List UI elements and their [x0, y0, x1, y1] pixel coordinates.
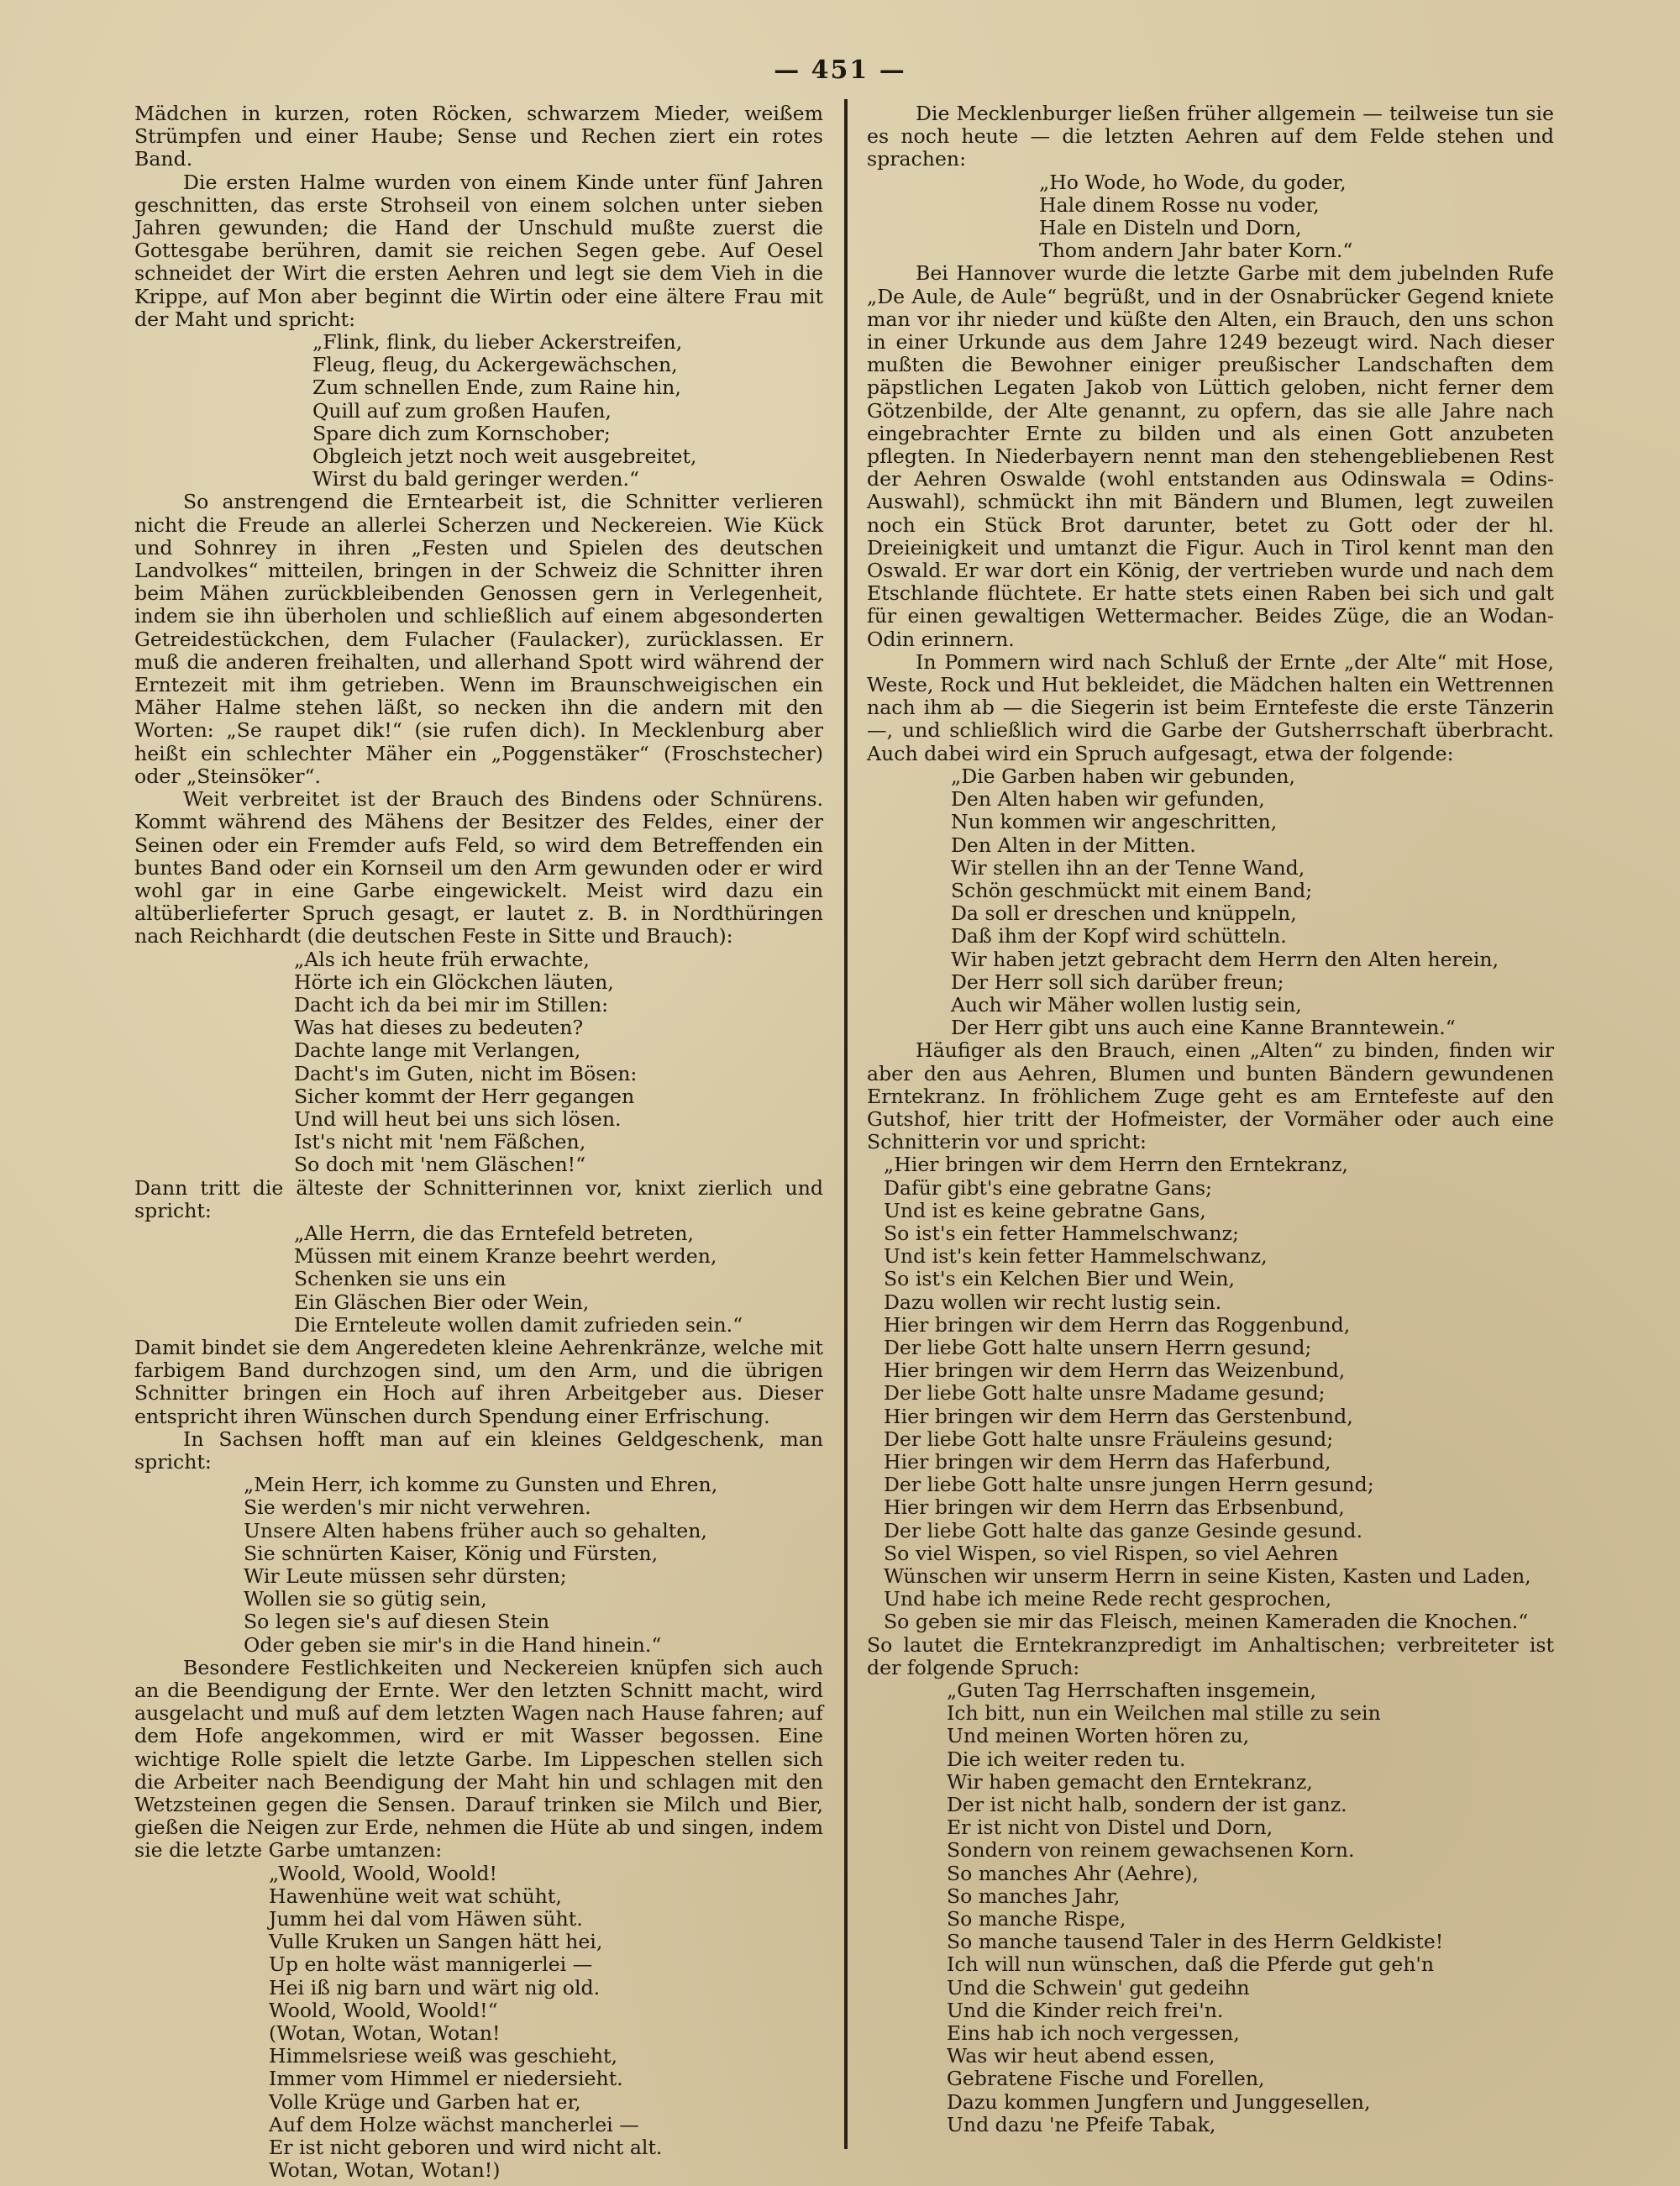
verse-line: Hier bringen wir dem Herrn das Gerstenbund,	[884, 1404, 1353, 1428]
verse-line: Hier bringen wir dem Herrn das Erbsenbund,	[884, 1495, 1345, 1520]
verse-line: Da soll er dreschen und knüppeln,	[951, 901, 1297, 926]
verse-line: Quill auf zum großen Haufen,	[312, 398, 612, 423]
verse-line: Der Herr soll sich darüber freun;	[951, 970, 1284, 994]
verse-line: Hier bringen wir dem Herrn das Roggenbund,	[884, 1312, 1351, 1337]
verse-line: Und ist es keine gebratne Gans,	[884, 1198, 1206, 1222]
paragraph: Mädchen in kurzen, roten Röcken, schwarzem Mieder, weißem Strümpfen und einer Haube; Sense und Rechen ziert ein rotes Band.	[134, 102, 823, 171]
paragraph: In Sachsen hofft man auf ein kleines Geldgeschenk, man spricht:	[134, 1427, 823, 1474]
paragraph: Bei Hannover wurde die letzte Garbe mit dem jubelnden Rufe „De Aule, de Aule“ begrüßt, und in der Osnabrücker Gegend kniete man vor ihr nieder und küßte den Alten, ein Brauch, den uns schon in einer Urkunde aus dem Jahre 1249 bezeugt wird. Nach dieser mußten die Bewohner einiger preußischer Landschaften dem päpstlichen Legaten Jakob von Lüttich geloben, nicht ferner dem Götzenbilde, der Alte genannt, zu opfern, das sie alle Jahre nach eingebrachter Ernte zu bilden und als einen Gott anzubeten pflegten. In Niederbayern nennt man den stehengebliebenen Rest der Aehren Oswalde (wohl entstanden aus Odinswala = Odins-Auswahl), schmückt ihn mit Bändern und Blumen, legt zuweilen noch ein Stück Brot darunter, betet zu Gott oder der hl. Dreieinigkeit und umtanzt die Figur. Auch in Tirol kennt man den Oswald. Er war dort ein König, der vertrieben wurde und nach dem Etschlande flüchtete. Er hatte stets einen Raben bei sich und galt für einen gewaltigen Wettermacher. Beides Züge, die an Wodan-Odin erinnern.	[867, 261, 1554, 651]
verse-block	[867, 171, 1554, 263]
verse-line: Die ich weiter reden tu.	[947, 1747, 1186, 1771]
verse-block	[134, 1863, 823, 2183]
verse-line: Up en holte wäst mannigerlei —	[269, 1952, 593, 1977]
verse-line: Und habe ich meine Rede recht gesprochen,	[884, 1587, 1332, 1611]
verse-line: Der liebe Gott halte unsre Fräuleins gesund;	[884, 1427, 1334, 1451]
paragraph: Dann tritt die älteste der Schnitterinnen vor, knixt zierlich und spricht:	[134, 1175, 823, 1222]
verse-line: Und ist's kein fetter Hammelschwanz,	[884, 1244, 1268, 1269]
verse-line: Dafür gibt's eine gebratne Gans;	[884, 1175, 1213, 1200]
verse-line: Jumm hei dal vom Häwen süht.	[269, 1907, 583, 1931]
verse-line: „Woold, Woold, Woold!	[269, 1861, 497, 1885]
verse-line: Und die Kinder reich frei'n.	[947, 1998, 1224, 2022]
verse-line: Himmelsriese weiß was geschieht,	[269, 2044, 617, 2068]
verse-line: Was wir heut abend essen,	[947, 2044, 1215, 2068]
verse-line: Obgleich jetzt noch weit ausgebreitet,	[312, 444, 697, 469]
verse-line: Sie werden's mir nicht verwehren.	[244, 1495, 591, 1520]
verse-line: „Guten Tag Herrschaften insgemein,	[947, 1679, 1317, 1703]
verse-line: Der liebe Gott halte das ganze Gesinde gesund.	[884, 1518, 1362, 1542]
verse-line: Wir haben jetzt gebracht dem Herrn den Alten herein,	[951, 947, 1499, 971]
verse-block	[867, 1679, 1554, 2136]
verse-line: Müssen mit einem Kranze beehrt werden,	[294, 1244, 717, 1269]
verse-line: Wir stellen ihn an der Tenne Wand,	[951, 855, 1305, 880]
verse-block	[134, 948, 823, 1177]
page-number: — 451 —	[774, 55, 906, 85]
verse-line: Und die Schwein' gut gedeihn	[947, 1975, 1250, 1999]
verse-line: Schön geschmückt mit einem Band;	[951, 878, 1313, 902]
verse-line: Wirst du bald geringer werden.“	[312, 467, 640, 491]
verse-line: Die Ernteleute wollen damit zufrieden sein.“	[294, 1312, 743, 1337]
verse-line: Vulle Kruken un Sangen hätt hei,	[269, 1930, 603, 1954]
verse-line: Der liebe Gott halte unsern Herrn gesund;	[884, 1335, 1312, 1359]
verse-line: Hier bringen wir dem Herrn das Haferbund,	[884, 1449, 1331, 1474]
verse-line: Der liebe Gott halte unsre jungen Herrn gesund;	[884, 1473, 1374, 1497]
verse-line: Eins hab ich noch vergessen,	[947, 2021, 1240, 2046]
verse-line: Zum schnellen Ende, zum Raine hin,	[312, 376, 681, 400]
paragraph: Die Mecklenburger ließen früher allgemein — teilweise tun sie es noch heute — die letzten Aehren auf dem Felde stehen und sprachen:	[867, 102, 1554, 171]
paragraph: So lautet die Erntekranzpredigt im Anhaltischen; verbreiteter ist der folgende Spruch:	[867, 1632, 1554, 1679]
verse-line: „Ho Wode, ho Wode, du goder,	[1039, 170, 1347, 194]
verse-line: Auch wir Mäher wollen lustig sein,	[951, 992, 1302, 1017]
verse-line: Sicher kommt der Herr gegangen	[294, 1084, 635, 1108]
verse-block	[134, 1474, 823, 1657]
verse-line: „Mein Herr, ich komme zu Gunsten und Ehren,	[244, 1473, 718, 1497]
verse-line: Sie schnürten Kaiser, König und Fürsten,	[244, 1541, 659, 1565]
verse-line: Daß ihm der Kopf wird schütteln.	[951, 924, 1287, 948]
verse-line: Unsere Alten habens früher auch so gehalten,	[244, 1518, 707, 1542]
verse-line: Dazu wollen wir recht lustig sein.	[884, 1290, 1222, 1314]
paragraph: Die ersten Halme wurden von einem Kinde unter fünf Jahren geschnitten, das erste Strohseil von einem solchen unter sieben Jahren gewunden; die Hand der Unschuld mußte zuerst die Gottesgabe berühren, damit sie reichen Segen gebe. Auf Oesel schneidet der Wirt die ersten Aehren und legt sie dem Vieh in die Krippe, auf Mon aber beginnt die Wirtin oder eine ältere Frau mit der Maht und spricht:	[134, 170, 823, 331]
verse-line: So viel Wispen, so viel Rispen, so viel Aehren	[884, 1541, 1339, 1565]
verse-line: Den Alten in der Mitten.	[951, 833, 1196, 857]
verse-line: So manche tausend Taler in des Herrn Geldkiste!	[947, 1930, 1444, 1954]
verse-line: Und meinen Worten hören zu,	[947, 1724, 1250, 1748]
verse-line: Volle Krüge und Garben hat er,	[269, 2089, 581, 2114]
verse-line: Dacht ich da bei mir im Stillen:	[294, 992, 609, 1017]
verse-line: (Wotan, Wotan, Wotan!	[269, 2021, 501, 2046]
verse-line: Wir haben gemacht den Erntekranz,	[947, 1769, 1313, 1794]
paragraph: Häufiger als den Brauch, einen „Alten“ zu binden, finden wir aber den aus Aehren, Blumen und bunten Bändern gewundenen Erntekranz. In fröhlichem Zuge geht es am Erntefeste auf den Gutshof, hier tritt der Hofmeister, der Vormäher oder auch eine Schnitterin vor und spricht:	[867, 1038, 1554, 1154]
verse-line: Nun kommen wir angeschritten,	[951, 810, 1278, 834]
verse-block	[134, 1222, 823, 1337]
paragraph: In Pommern wird nach Schluß der Ernte „der Alte“ mit Hose, Weste, Rock und Hut bekleidet, die Mädchen halten ein Wettrennen nach ihm ab — die Siegerin ist beim Erntefeste die erste Tänzerin —, und schließlich wird die Garbe der Gutsherrschaft überbracht. Auch dabei wird ein Spruch aufgesagt, etwa der folgende:	[867, 649, 1554, 765]
verse-line: Ein Gläschen Bier oder Wein,	[294, 1290, 590, 1314]
verse-line: Was hat dieses zu bedeuten?	[294, 1016, 584, 1040]
verse-line: Hörte ich ein Glöckchen läuten,	[294, 970, 614, 994]
verse-line: Dacht's im Guten, nicht im Bösen:	[294, 1061, 638, 1085]
verse-line: Und dazu 'ne Pfeife Tabak,	[947, 2112, 1216, 2136]
verse-line: So manche Rispe,	[947, 1907, 1126, 1931]
verse-line: So manches Jahr,	[947, 1884, 1121, 1908]
verse-line: So manches Ahr (Aehre),	[947, 1861, 1199, 1885]
verse-line: Er ist nicht von Distel und Dorn,	[947, 1816, 1273, 1840]
verse-line: Hier bringen wir dem Herrn das Weizenbund,	[884, 1358, 1346, 1383]
paragraph: Besondere Festlichkeiten und Neckereien knüpfen sich auch an die Beendigung der Ernte. Wer den letzten Schnitt macht, wird ausgelacht und muß auf dem letzten Wagen nach Hause fahren; auf dem Hofe angekommen, wird er mit Wasser begossen. Eine wichtige Rolle spielt die letzte Garbe. Im Lippeschen stellen sich die Arbeiter nach Beendigung der Maht hin und schlagen mit den Wetzsteinen gegen die Sensen. Darauf trinken sie Milch und Bier, gießen die Neigen zur Erde, nehmen die Hüte ab und singen, indem sie die letzte Garbe umtanzen:	[134, 1655, 823, 1863]
paragraph: Damit bindet sie dem Angeredeten kleine Aehrenkränze, welche mit farbigem Band durchzogen sind, um den Arm, und die übrigen Schnitter bringen ein Hoch auf ihren Arbeitgeber aus. Dieser entspricht ihren Wünschen durch Spendung einer Erfrischung.	[134, 1335, 823, 1428]
verse-block	[134, 331, 823, 491]
verse-line: Dachte lange mit Verlangen,	[294, 1038, 581, 1063]
paragraph: So anstrengend die Erntearbeit ist, die Schnitter verlieren nicht die Freude an allerlei Scherzen und Neckereien. Wie Kück und Sohnrey in ihren „Festen und Spielen des deutschen Landvolkes“ mitteilen, bringen in der Schweiz die Schnitter ihren beim Mähen zurückbleibenden Genossen gern in Verlegenheit, indem sie ihn überholen und schließlich auf einem abgesonderten Getreidestückchen, dem Fulacher (Faulacker), zurücklassen. Er muß die anderen freihalten, und allerhand Spott wird während der Erntezeit mit ihm getrieben. Wenn im Braunschweigischen ein Mäher Halme stehen läßt, so necken ihn die andern mit den Worten: „Se raupet dik!“ (sie rufen dich). In Mecklenburg aber heißt ein schlechter Mäher ein „Poggenstäker“ (Froschstecher) oder „Steinsöker“.	[134, 490, 823, 788]
verse-line: Ist's nicht mit 'nem Fäßchen,	[294, 1130, 586, 1154]
verse-line: Ich will nun wünschen, daß die Pferde gut geh'n	[947, 1952, 1435, 1977]
verse-line: Wünschen wir unserm Herrn in seine Kisten, Kasten und Laden,	[884, 1564, 1531, 1588]
left-column	[134, 102, 823, 2183]
verse-line: Woold, Woold, Woold!“	[269, 1998, 498, 2022]
verse-line: So geben sie mir das Fleisch, meinen Kameraden die Knochen.“	[884, 1610, 1529, 1634]
verse-line: Wollen sie so gütig sein,	[244, 1587, 487, 1611]
verse-line: Auf dem Holze wächst mancherlei —	[269, 2112, 639, 2136]
verse-line: So doch mit 'nem Gläschen!“	[294, 1153, 586, 1177]
verse-line: Ich bitt, nun ein Weilchen mal stille zu sein	[947, 1701, 1381, 1726]
verse-line: Er ist nicht geboren und wird nicht alt.	[269, 2136, 663, 2160]
verse-line: „Hier bringen wir dem Herrn den Erntekranz,	[884, 1153, 1348, 1177]
verse-line: Wir Leute müssen sehr dürsten;	[244, 1564, 567, 1588]
verse-line: Spare dich zum Kornschober;	[312, 421, 611, 445]
verse-line: Der Herr gibt uns auch eine Kanne Branntewein.“	[951, 1016, 1456, 1040]
column-divider	[844, 99, 848, 2149]
verse-line: Wotan, Wotan, Wotan!)	[269, 2158, 501, 2183]
verse-line: Fleug, fleug, du Ackergewächschen,	[312, 353, 678, 377]
verse-line: Hei iß nig barn und wärt nig old.	[269, 1975, 601, 1999]
verse-line: „Flink, flink, du lieber Ackerstreifen,	[312, 330, 683, 355]
verse-line: Immer vom Himmel er niedersieht.	[269, 2067, 623, 2091]
verse-line: Hale en Disteln und Dorn,	[1039, 216, 1302, 240]
verse-line: So legen sie's auf diesen Stein	[244, 1610, 550, 1634]
verse-line: Gebratene Fische und Forellen,	[947, 2067, 1265, 2091]
verse-block	[867, 1153, 1554, 1633]
verse-line: „Die Garben haben wir gebunden,	[951, 764, 1295, 788]
verse-line: Sondern von reinem gewachsenen Korn.	[947, 1838, 1355, 1863]
verse-line: Hawenhüne weit wat schüht,	[269, 1884, 562, 1908]
verse-line: Hale dinem Rosse nu voder,	[1039, 192, 1320, 217]
verse-line: Der ist nicht halb, sondern der ist ganz.	[947, 1793, 1347, 1817]
verse-line: „Alle Herrn, die das Erntefeld betreten,	[294, 1221, 694, 1245]
verse-line: So ist's ein fetter Hammelschwanz;	[884, 1221, 1239, 1245]
verse-line: „Als ich heute früh erwachte,	[294, 947, 590, 971]
paragraph: Weit verbreitet ist der Brauch des Bindens oder Schnürens. Kommt während des Mähens der Besitzer des Feldes, einer der Seinen oder ein Fremder aufs Feld, so wird dem Betreffenden ein buntes Band oder ein Kornseil um den Arm gewunden oder er wird wohl gar in eine Garbe eingewickelt. Meist wird dazu ein altüberlieferter Spruch gesagt, er lautet z. B. in Nordthüringen nach Reichhardt (die deutschen Feste in Sitte und Brauch):	[134, 787, 823, 948]
verse-line: Dazu kommen Jungfern und Junggesellen,	[947, 2089, 1371, 2114]
verse-line: Und will heut bei uns sich lösen.	[294, 1106, 622, 1131]
right-column	[867, 102, 1554, 2136]
verse-line: Schenken sie uns ein	[294, 1267, 507, 1291]
verse-block	[867, 765, 1554, 1039]
verse-line: Den Alten haben wir gefunden,	[951, 787, 1265, 812]
verse-line: So ist's ein Kelchen Bier und Wein,	[884, 1267, 1236, 1291]
verse-line: Oder geben sie mir's in die Hand hinein.“	[244, 1632, 662, 1657]
verse-line: Thom andern Jahr bater Korn.“	[1039, 239, 1353, 263]
verse-line: Der liebe Gott halte unsre Madame gesund;	[884, 1381, 1326, 1406]
